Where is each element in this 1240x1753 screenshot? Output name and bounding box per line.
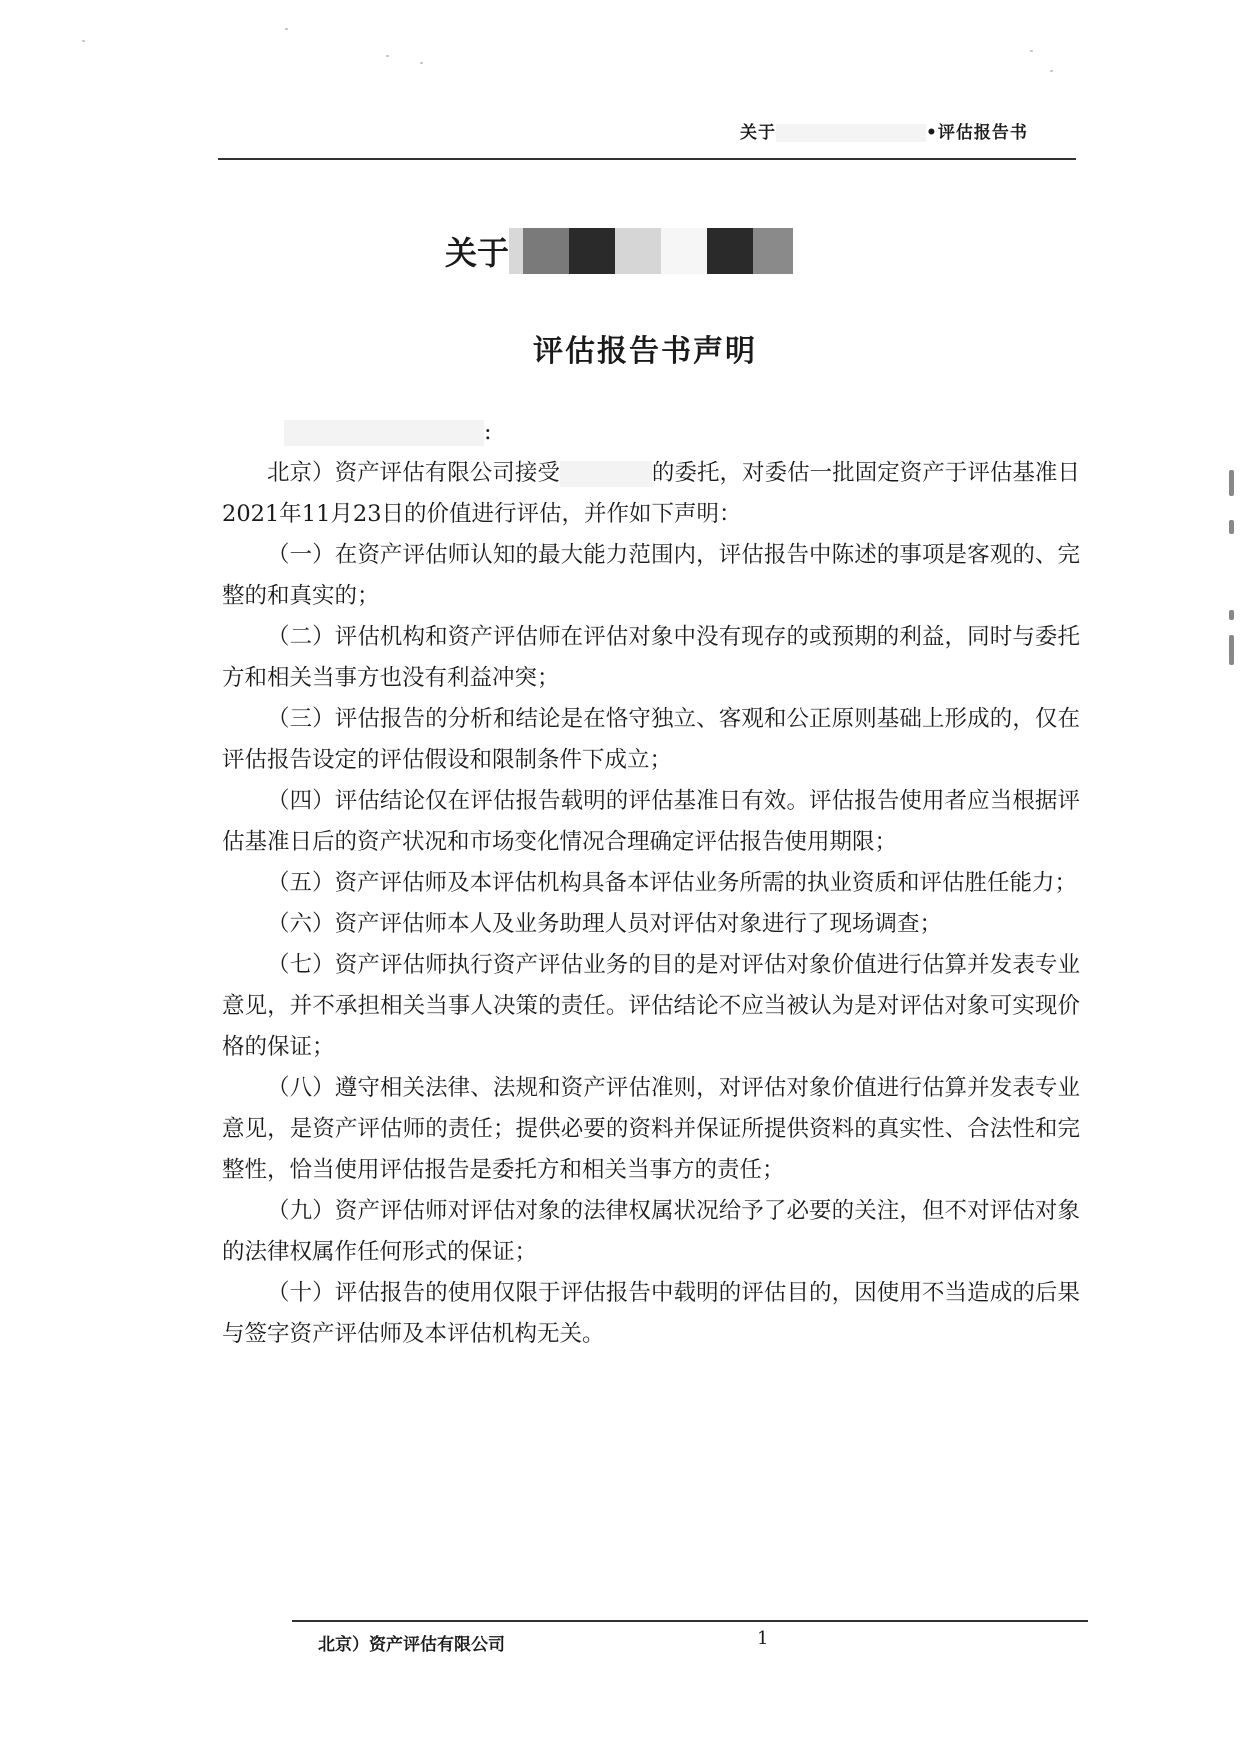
redaction-mark [284,420,484,446]
statement-item: （二）评估机构和资产评估师在评估对象中没有现存的或预期的利益，同时与委托方和相关当事方也没有利益冲突； [222,624,1080,691]
redaction-block [523,228,569,274]
page-number: 1 [757,1628,769,1649]
redaction-mark [776,124,926,142]
scan-edge-mark [1229,520,1234,534]
scan-speck [82,40,85,42]
running-header [740,118,1080,143]
salutation: : [222,412,1080,453]
intro-paragraph: 北京）资产评估有限公司接受 的委托，对委估一批固定资产于评估基准日2021年11月23日的价值进行评估，并作如下声明： [222,460,1080,527]
statement-item: （九）资产评估师对评估对象的法律权属状况给予了必要的关注，但不对评估对象的法律权属作任何形式的保证； [222,1198,1080,1265]
header-left-fragment: 关于 [740,123,776,143]
redaction-mark [560,461,652,487]
redaction-block [569,228,615,274]
footer-company: 北京）资产评估有限公司 [318,1635,505,1655]
statement-item: （七）资产评估师执行资产评估业务的目的是对评估对象价值进行估算并发表专业意见，并不承担相关当事人决策的责任。评估结论不应当被认为是对评估对象可实现价格的保证； [222,952,1080,1060]
redaction-block [661,228,707,274]
scan-speck [285,28,288,30]
footer-rule [292,1620,1088,1622]
statement-item: （五）资产评估师及本评估机构具备本评估业务所需的执业资质和评估胜任能力； [267,870,1078,896]
header-rule [218,158,1076,160]
redaction-block [509,228,523,274]
statement-item: （三）评估报告的分析和结论是在恪守独立、客观和公正原则基础上形成的，仅在评估报告设定的评估假设和限制条件下成立； [222,706,1080,773]
header-right-fragment: •评估报告书 [926,123,1028,143]
statement-item: （六）资产评估师本人及业务助理人员对评估对象进行了现场调查； [267,911,943,937]
statement-item: （四）评估结论仅在评估报告载明的评估基准日有效。评估报告使用者应当根据评估基准日后的资产状况和市场变化情况合理确定评估报告使用期限； [222,788,1080,855]
main-title [445,228,793,274]
title-prefix: 关于 [445,234,510,272]
scan-speck [1030,50,1033,52]
scan-speck [420,62,423,64]
redaction-block [707,228,753,274]
document-subtitle: 评估报告书声明 [533,334,757,369]
scan-edge-mark [1229,635,1234,665]
statement-item: （一）在资产评估师认知的最大能力范围内，评估报告中陈述的事项是客观的、完整的和真实的； [222,542,1080,609]
scan-edge-mark [1229,610,1234,620]
redaction-block [753,228,793,274]
statement-body [222,412,1080,1355]
scan-speck [386,55,389,57]
scan-speck [1050,70,1053,72]
redaction-block [615,228,661,274]
statement-item: （十）评估报告的使用仅限于评估报告中载明的评估目的，因使用不当造成的后果与签字资产评估师及本评估机构无关。 [222,1280,1080,1347]
statement-item: （八）遵守相关法律、法规和资产评估准则，对评估对象价值进行估算并发表专业意见，是资产评估师的责任；提供必要的资料并保证所提供资料的真实性、合法性和完整性，恰当使用评估报告是委托方和相关当事方的责任； [222,1075,1080,1183]
scan-edge-mark [1229,470,1234,496]
